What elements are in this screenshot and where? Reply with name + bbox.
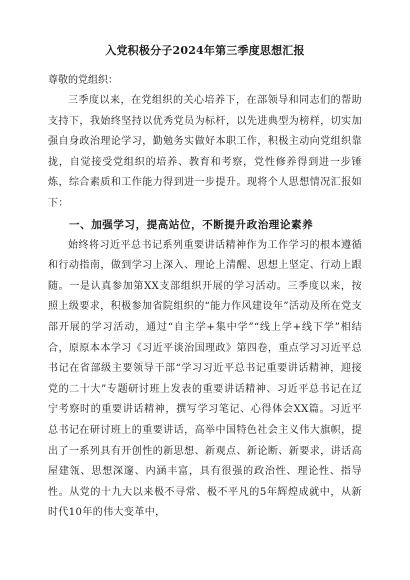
document-title: 入党积极分子2024年第三季度思想汇报	[105, 44, 305, 57]
section-body-paragraph: 始终将习近平总书记系列重要讲话精神作为工作学习的根本遵循和行动指南，做到学习上深入、理论上清醒、思想上坚定、行动上跟随。一是认真参加第XX支部组织开展的学习活动。三季度以来，按照上级要求，积极参加省院组织的“能力作风建设年”活动及所在党支部开展的学习活动，通过“自主学+集中学”“线上学+线下学”相结合，原原本本学习《习近平谈治国理政》第四卷，重点学习习近平总书记在省部级主要领导干部“学习习近平总书记重要讲话精神，迎接党的二十大”专题研讨班上发表的重要讲话精神、习近平总书记在辽宁考察时的重要讲话精神，撰写学习笔记、心得体会XX篇。习近平总书记在研讨班上的重要讲话，高举中国特色社会主义伟大旗帜，提出了一系列具有开创性的新思想、新观点、新论断、新要求，讲话高屋建瓴、思想深邃、内涵丰富，具有很强的政治性、理论性、指导性。从党的十九大以来极不寻常、极不平凡的5年辉煌成就中，从新时代10年的伟大变革中，	[48, 239, 362, 519]
salutation: 尊敬的党组织：	[48, 75, 118, 86]
section-heading: 一、加强学习，提高站位，不断提升政治理论素养	[69, 218, 314, 231]
intro-paragraph: 三季度以来，在党组织的关心培养下，在部领导和同志们的帮助支持下，我始终坚持以优秀党员为标杆，以先进典型为榜样，切实加强自身政治理论学习，勤勉务实做好本职工作，积极主动向党组织靠拢，自觉接受党组织的培养、教育和考察，党性修养得到进一步锤炼，综合素质和工作能力得到进一步提升。现将个人思想情况汇报如下：	[48, 95, 362, 209]
